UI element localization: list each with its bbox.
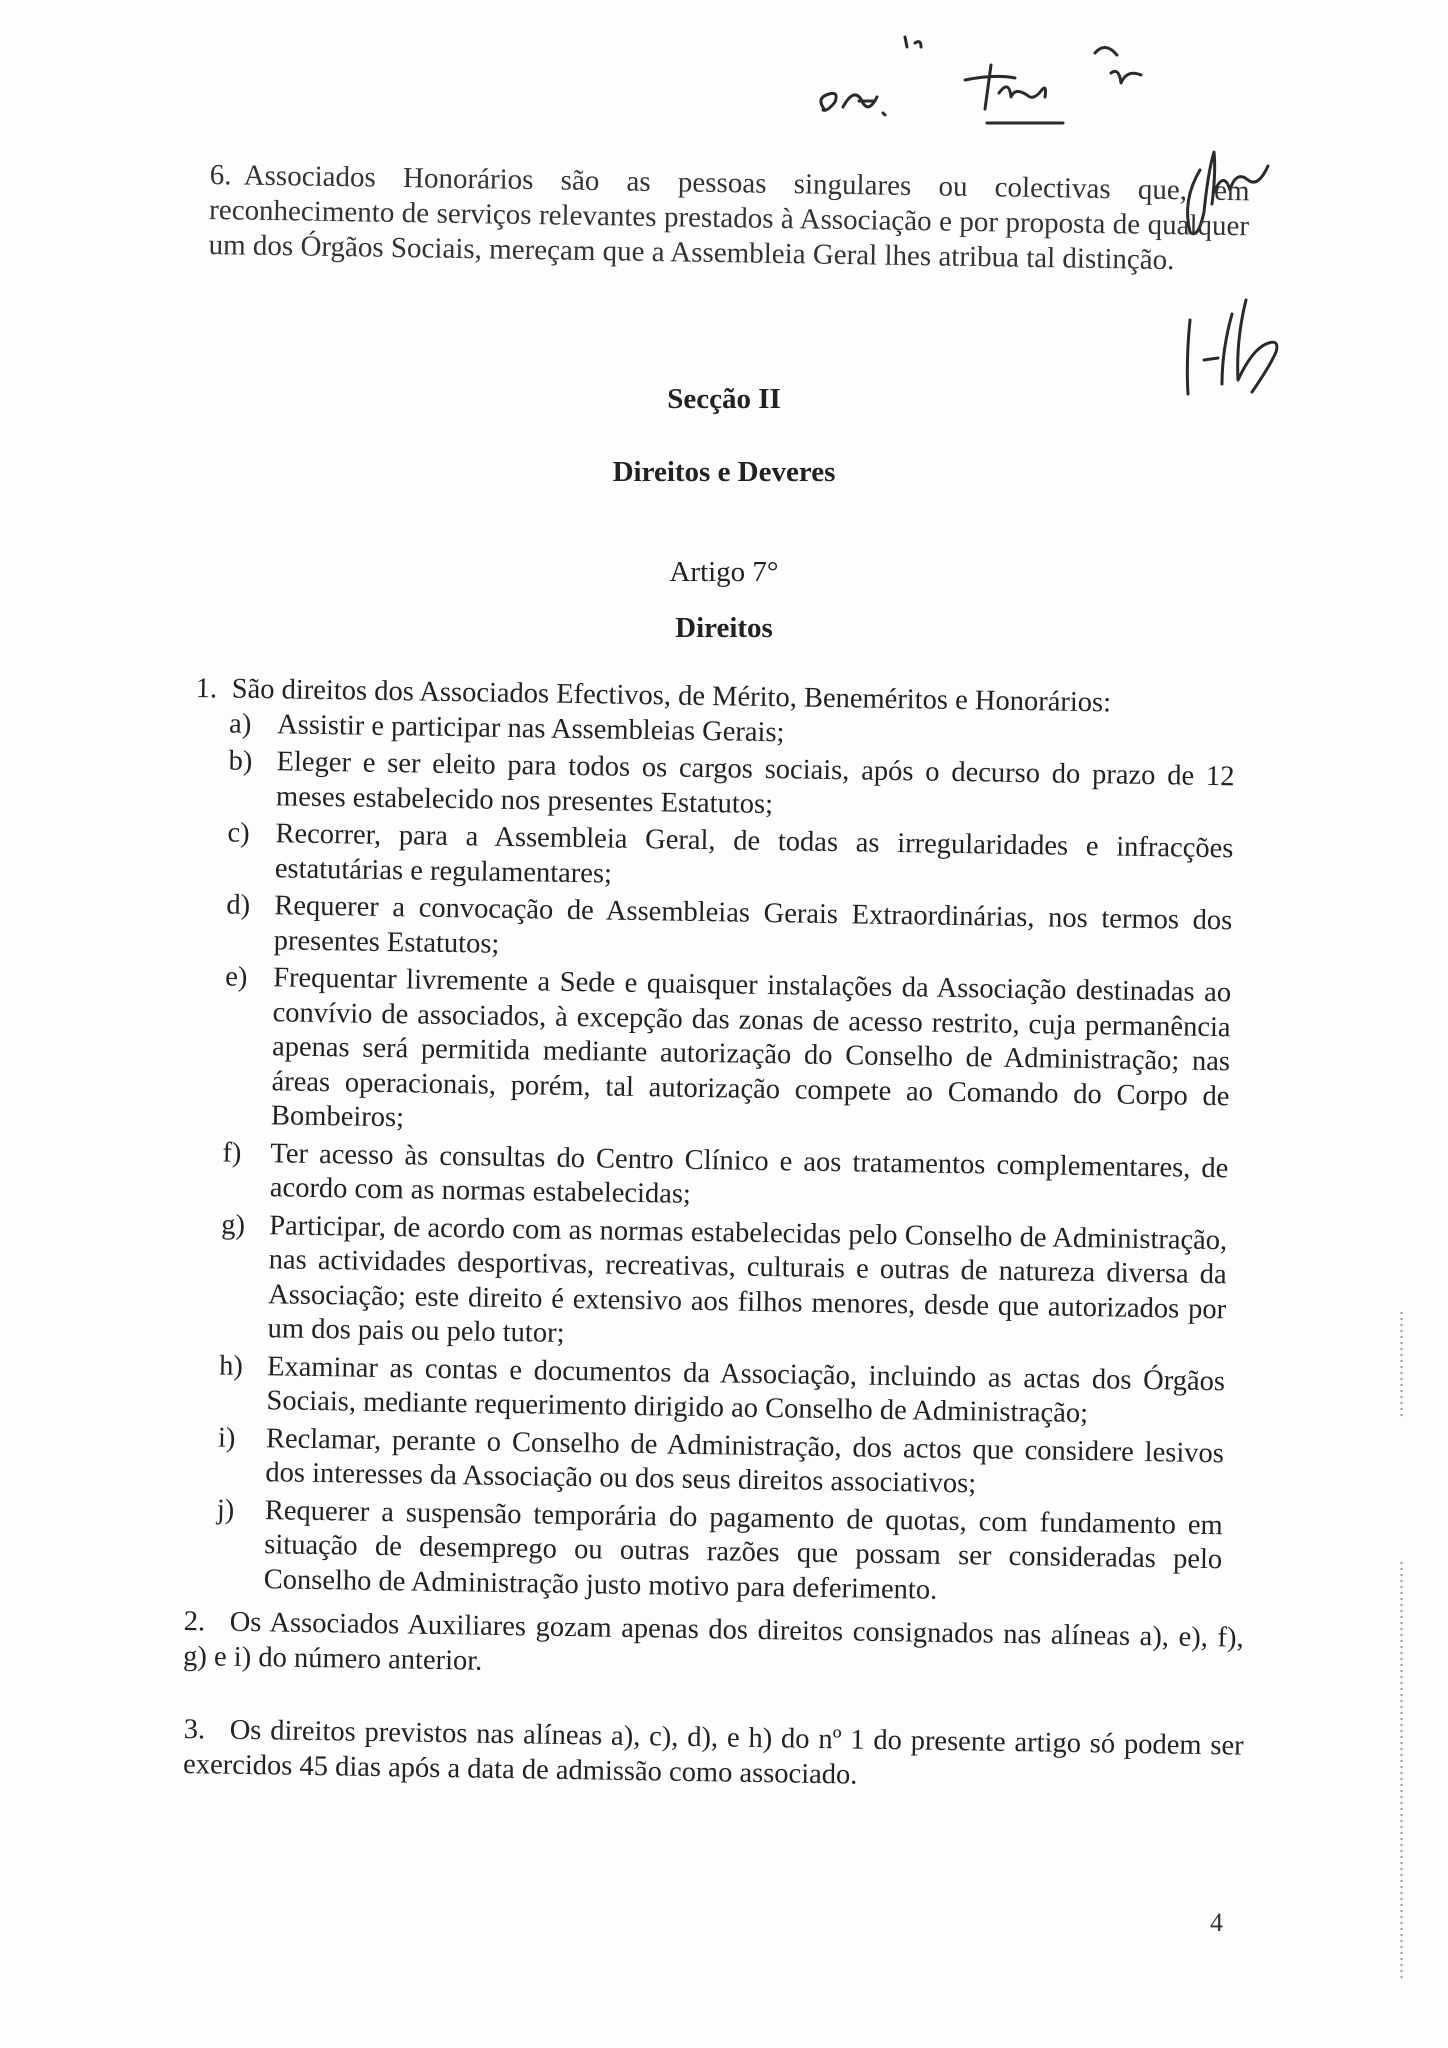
- list-marker: f): [222, 1136, 242, 1169]
- list-item-text: Ter acesso às consultas do Centro Clínico e aos tratamentos complementares, de acordo com as normas estabelecidas;: [269, 1137, 1229, 1210]
- list-marker: h): [218, 1349, 244, 1382]
- scan-artifact: [1400, 1560, 1403, 1980]
- paragraph-6: [208, 158, 1250, 279]
- paragraph-number: 6.: [209, 158, 232, 192]
- list-marker: j): [216, 1493, 235, 1526]
- list-item: [183, 1420, 1224, 1505]
- list-item-text: Reclamar, perante o Conselho de Administração, dos actos que considere lesivos dos interesses da Associação ou dos seus direitos associativos;: [265, 1422, 1225, 1500]
- list-item-text: Frequentar livremente a Sede e quaisquer instalações da Associação destinadas ao convívio de associados, à excepção das zonas de acesso restrito, cuja permanência apenas será permitida mediante autorização do Conselho de Administração; nas áreas operacionais, porém, tal autorização compete ao Comando do Corpo de Bombeiros;: [270, 962, 1232, 1134]
- list-marker: d): [226, 889, 251, 921]
- list-item: [181, 1492, 1222, 1612]
- list-item: [188, 1135, 1229, 1220]
- list-marker: b): [228, 745, 253, 777]
- article-number: Artigo 7°: [669, 556, 779, 588]
- list-marker: i): [217, 1421, 236, 1454]
- list-item: [189, 960, 1232, 1149]
- list-item-text: Examinar as contas e documentos da Associação, incluindo as actas dos Órgãos Sociais, mediante requerimento dirigido ao Conselho de Administração;: [266, 1350, 1226, 1430]
- page-number: 4: [1210, 1908, 1223, 1937]
- item-1: [181, 672, 1235, 1615]
- item-text: Os Associados Auxiliares gozam apenas dos direitos consignados nas alíneas a), e), f), g) e i) do número anterior.: [182, 1606, 1244, 1677]
- list-item: [194, 744, 1235, 829]
- item-3: [183, 1712, 1244, 1799]
- list-marker: g): [221, 1208, 246, 1241]
- section-subtitle: Direitos e Deveres: [612, 456, 836, 488]
- handwritten-initials-top: [755, 25, 1155, 135]
- item-number: 3.: [183, 1713, 206, 1746]
- list-item-text: Requerer a convocação de Assembleias Gerais Extraordinárias, nos termos dos presentes Estatutos;: [273, 890, 1233, 960]
- list-item-text: Assistir e participar nas Assembleias Gerais;: [276, 708, 785, 748]
- list-item-text: Eleger e ser eleito para todos os cargos sociais, após o decurso do prazo de 12 meses estabelecido nos presentes Estatutos;: [275, 746, 1235, 820]
- list-item: [193, 816, 1234, 901]
- item-lead-text: São direitos dos Associados Efectivos, de Mérito, Beneméritos e Honorários:: [231, 673, 1112, 719]
- list-item: [192, 888, 1233, 973]
- item-number: 2.: [183, 1605, 206, 1638]
- article-title: Direitos: [675, 612, 773, 644]
- paragraph-text: Associados Honorários são as pessoas singulares ou colectivas que, em reconhecimento de serviços relevantes prestados à Associação e por proposta de qualquer um dos Órgãos Sociais, mereçam que a Assembleia Geral lhes atribua tal distinção.: [208, 159, 1250, 277]
- section-title: Secção II: [667, 383, 781, 415]
- list-marker: c): [227, 817, 250, 849]
- list-item-text: Participar, de acordo com as normas estabelecidas pelo Conselho de Administração, nas actividades desportivas, recreativas, culturais e outras de natureza diversa da Associação; este direito é extensivo aos filhos menores, desde que autorizados por um dos pais ou pelo tutor;: [267, 1209, 1228, 1349]
- subitem-list: [181, 706, 1235, 1612]
- list-item-text: Requerer a suspensão temporária do pagamento de quotas, com fundamento em situação de desemprego ou outras razões que possam ser consideradas pelo Conselho de Administração justo motivo para deferimento.: [263, 1494, 1223, 1606]
- scan-artifact: [1400, 1310, 1403, 1420]
- item-2: [183, 1604, 1244, 1691]
- item-number: 1.: [195, 672, 218, 705]
- list-item-text: Recorrer, para a Assembleia Geral, de todas as irregularidades e infracções estatutárias e regulamentares;: [274, 818, 1234, 890]
- list-marker: a): [228, 708, 252, 740]
- list-item: [184, 1348, 1225, 1433]
- list-item: [185, 1207, 1227, 1361]
- list-marker: e): [224, 961, 248, 993]
- item-text: Os direitos previstos nas alíneas a), c), d), e h) do nº 1 do presente artigo só podem ser exercidos 45 dias após a data de admissão como associado.: [182, 1714, 1244, 1791]
